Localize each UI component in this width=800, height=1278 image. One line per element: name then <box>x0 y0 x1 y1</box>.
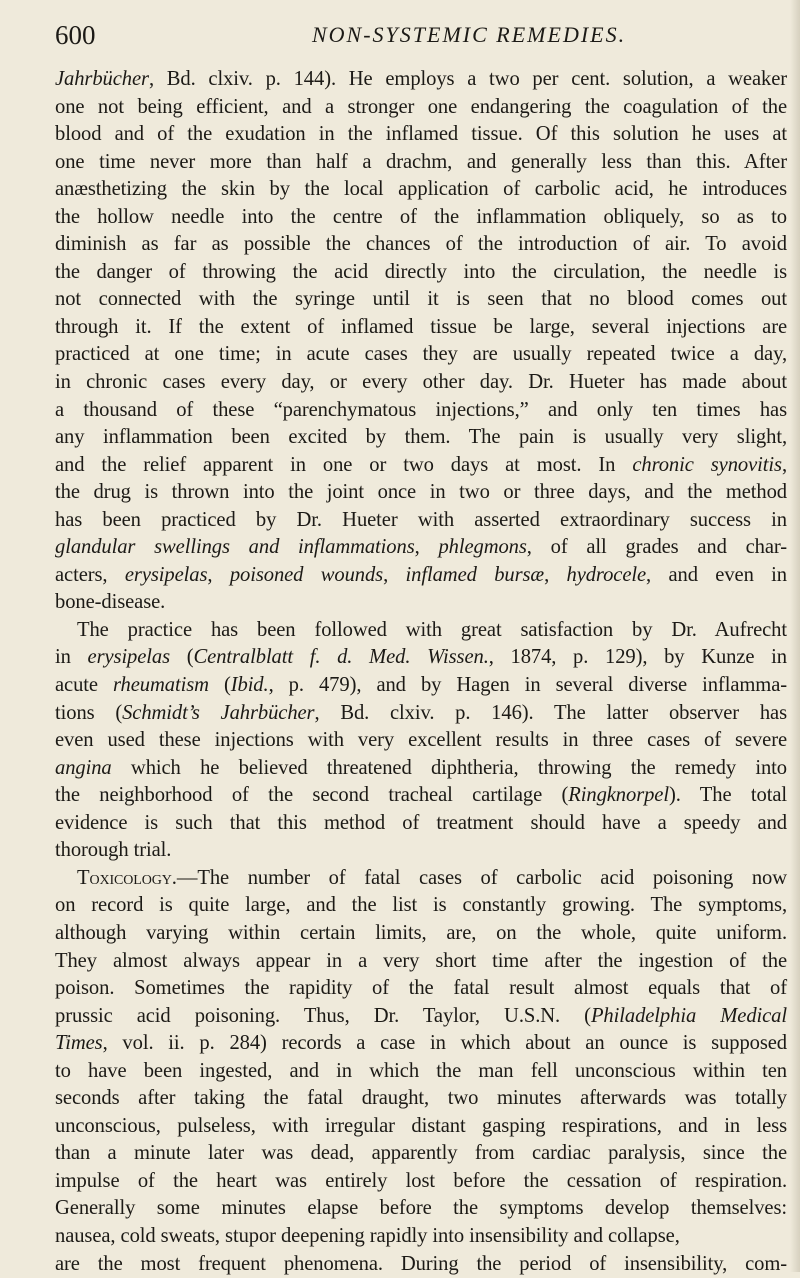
text-run: —The number of fatal cases of carbolic acid poisoning now <box>176 866 787 889</box>
text-run: ( <box>170 646 194 669</box>
text-run: the drug is thrown into the joint once in two or three days, and the method <box>55 481 787 504</box>
text-line <box>55 948 787 976</box>
text-run: unconscious, pulseless, with irregular distant gasping respirations, and in less <box>55 1114 787 1137</box>
italic-run: Ibid. <box>230 674 269 697</box>
text-line <box>55 562 787 590</box>
text-line <box>55 176 787 204</box>
text-run: practiced at one time; in acute cases they are usually repeated twice a day, <box>55 343 787 366</box>
text-line <box>55 892 787 920</box>
text-run: , <box>781 453 787 476</box>
text-line <box>55 534 787 562</box>
text-line <box>55 755 787 783</box>
text-line <box>55 424 787 452</box>
text-run: than a minute later was dead, apparently from cardiac paralysis, since the <box>55 1142 787 1165</box>
text-line <box>55 369 787 397</box>
text-run: bone-disease. <box>55 591 166 614</box>
text-line <box>55 810 787 838</box>
italic-run: rheumatism <box>113 674 209 697</box>
text-run: impulse of the heart was entirely lost before the cessation of respiration. <box>55 1169 787 1192</box>
text-run: tions ( <box>55 701 123 724</box>
text-run: poison. Sometimes the rapidity of the fatal result almost equals that of <box>55 977 787 1000</box>
italic-run: erysipelas <box>124 563 208 586</box>
text-line <box>55 1223 787 1251</box>
italic-run: inflamed bursæ <box>405 563 545 586</box>
italic-run: chronic synovitis <box>632 453 782 476</box>
italic-run: Ringknorpel <box>568 784 669 807</box>
italic-run: Jahrbücher <box>55 68 149 90</box>
page-number: 600 <box>55 20 96 50</box>
text-line <box>55 617 787 645</box>
italic-run: hydrocele <box>566 563 647 586</box>
text-run: the hollow needle into the centre of the inflammation obliquely, so as to <box>55 205 787 228</box>
text-run: a thousand of these “parenchymatous injections,” and only ten times has <box>55 398 787 421</box>
text-line <box>55 727 787 755</box>
text-line <box>55 865 787 893</box>
text-run: the neighborhood of the second tracheal cartilage ( <box>55 784 569 807</box>
text-line <box>55 644 787 672</box>
text-run: , p. 479), and by Hagen in several diverse inflamma- <box>268 674 787 697</box>
text-line <box>55 397 787 425</box>
text-run: , and even in <box>646 563 787 586</box>
text-line <box>55 341 787 369</box>
text-run: one not being efficient, and a stronger one endangering the coagulation of the <box>55 95 787 118</box>
text-line <box>55 1168 787 1196</box>
text-run: the danger of throwing the acid directly into the circulation, the needle is <box>55 260 787 283</box>
text-line <box>55 920 787 948</box>
text-line <box>55 259 787 287</box>
body-text <box>55 66 787 1278</box>
text-run: acters, <box>55 563 125 586</box>
text-run: thorough trial. <box>55 839 172 862</box>
text-run: anæsthetizing the skin by the local application of carbolic acid, he introduces <box>55 178 787 201</box>
text-run: one time never more than half a drachm, and generally less than this. After <box>55 150 787 173</box>
text-run: in chronic cases every day, or every other day. Dr. Hueter has made about <box>55 371 787 394</box>
text-line <box>55 204 787 232</box>
italic-run: glandular swellings and inflammations <box>55 536 415 559</box>
text-line <box>55 94 787 122</box>
italic-run: erysipelas <box>87 646 171 669</box>
text-run: They almost always appear in a very short time after the ingestion of the <box>55 949 787 972</box>
text-run: , 1874, p. 129), by Kunze in <box>488 646 787 669</box>
italic-run: angina <box>55 756 112 779</box>
text-line <box>55 286 787 314</box>
text-run: prussic acid poisoning. Thus, Dr. Taylor, U.S.N. ( <box>55 1004 591 1027</box>
italic-run: poisoned wounds <box>229 563 384 586</box>
text-line <box>55 837 787 865</box>
text-run: , <box>414 536 439 559</box>
text-line <box>55 231 787 259</box>
text-line <box>55 149 787 177</box>
page-header <box>0 20 800 60</box>
text-run: The practice has been followed with great satisfaction by Dr. Aufrecht <box>77 618 787 641</box>
text-run: ). The total <box>668 784 787 807</box>
text-run: which he believed threatened diphtheria, throwing the remedy into <box>111 756 787 779</box>
text-line <box>55 66 787 94</box>
text-run: blood and of the exudation in the inflamed tissue. Of this solution he uses at <box>55 123 787 146</box>
text-run: in <box>55 646 88 669</box>
page-edge-shadow <box>790 0 800 1272</box>
text-run: seconds after taking the fatal draught, two minutes afterwards was totally <box>55 1087 787 1110</box>
italic-run: Schmidt’s Jahrbücher <box>122 701 315 724</box>
text-run: , <box>383 563 406 586</box>
text-run: , of all grades and char- <box>526 536 787 559</box>
text-run: has been practiced by Dr. Hueter with asserted extraordinary success in <box>55 508 787 531</box>
text-line <box>55 452 787 480</box>
text-line <box>55 507 787 535</box>
text-run: , Bd. clxiv. p. 144). He employs a two per cent. solution, a weaker <box>148 68 787 90</box>
text-line <box>55 1195 787 1223</box>
italic-run: Times <box>55 1032 103 1055</box>
text-line <box>55 1113 787 1141</box>
text-line <box>55 1030 787 1058</box>
text-run: even used these injections with very excellent results in three cases of severe <box>55 729 787 752</box>
text-line <box>55 700 787 728</box>
text-line <box>55 121 787 149</box>
text-run: , <box>544 563 567 586</box>
text-line <box>55 1058 787 1086</box>
text-line <box>55 782 787 810</box>
text-line <box>55 1251 787 1278</box>
text-run: on record is quite large, and the list is constantly growing. The symptoms, <box>55 894 787 917</box>
italic-run: phlegmons <box>438 536 527 559</box>
text-line <box>55 1085 787 1113</box>
text-run: although varying within certain limits, are, on the whole, quite uniform. <box>55 921 787 944</box>
text-line <box>55 1140 787 1168</box>
text-run: not connected with the syringe until it is seen that no blood comes out <box>55 288 787 311</box>
text-run: , vol. ii. p. 284) records a case in which about an ounce is supposed <box>102 1032 787 1055</box>
text-run: to have been ingested, and in which the man fell unconscious within ten <box>55 1059 787 1082</box>
text-run: Generally some minutes elapse before the symptoms develop themselves: <box>55 1197 787 1220</box>
text-run: and the relief apparent in one or two days at most. In <box>55 453 633 476</box>
text-run: , Bd. clxiv. p. 146). The latter observer has <box>314 701 787 724</box>
text-run: acute <box>55 674 114 697</box>
italic-run: Philadelphia Medical <box>590 1004 787 1027</box>
italic-run: Centralblatt f. d. Med. Wissen. <box>193 646 489 669</box>
text-line <box>55 1003 787 1031</box>
text-line <box>55 589 787 617</box>
text-run: nausea, cold sweats, stupor deepening rapidly into insensibility and collapse, <box>55 1224 680 1247</box>
text-line <box>55 314 787 342</box>
text-line <box>55 975 787 1003</box>
section-heading: Toxicology. <box>77 866 177 889</box>
text-run: ( <box>208 674 231 697</box>
text-run: through it. If the extent of inflamed tissue be large, several injections are <box>55 315 787 338</box>
text-run: any inflammation been excited by them. The pain is usually very slight, <box>55 426 787 449</box>
text-run: are the most frequent phenomena. During the period of insensibility, com- <box>55 1252 787 1275</box>
text-run: diminish as far as possible the chances of the introduction of air. To avoid <box>55 233 787 256</box>
text-run: , <box>207 563 230 586</box>
running-head: NON-SYSTEMIC REMEDIES. <box>312 22 627 47</box>
text-line <box>55 672 787 700</box>
text-run: evidence is such that this method of treatment should have a speedy and <box>55 811 787 834</box>
text-line <box>55 479 787 507</box>
